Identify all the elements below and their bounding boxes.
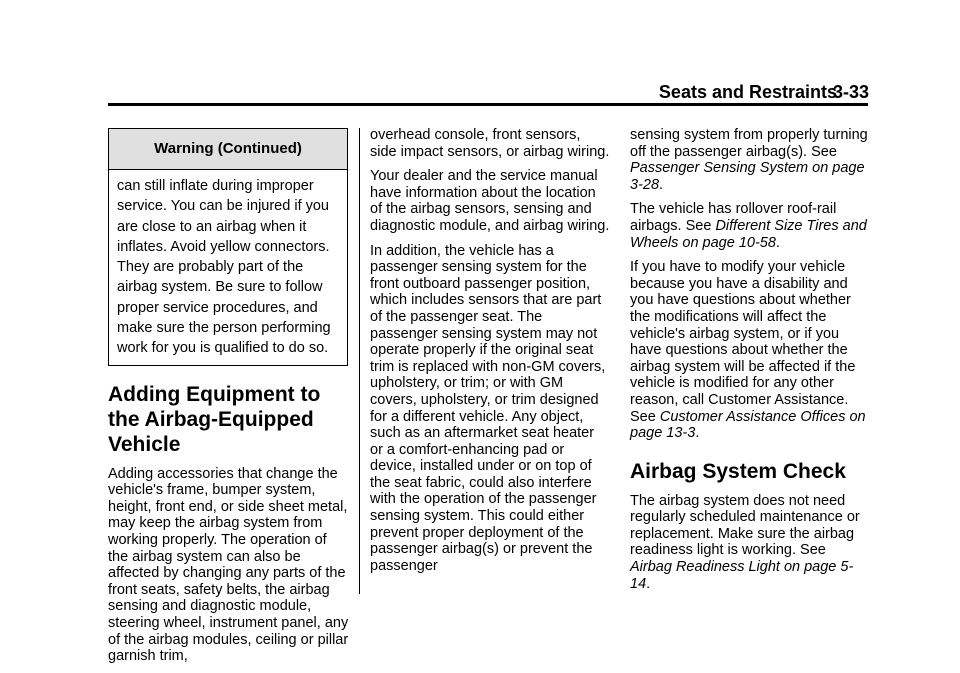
section-heading-adding-equipment: Adding Equipment to the Airbag-Equipped Vehicle — [108, 382, 321, 456]
paragraph-text: The vehicle has rollover roof-rail airbags. See — [630, 201, 837, 234]
column-divider — [359, 128, 360, 594]
page-number: 3-33 — [832, 82, 869, 102]
page-header — [0, 0, 960, 108]
paragraph — [630, 127, 870, 193]
warning-title: Warning (Continued) — [109, 129, 347, 170]
column-3 — [630, 127, 870, 600]
paragraph-text: sensing system from properly turning off the passenger airbag(s). See — [630, 127, 868, 160]
paragraph-end: . — [695, 425, 700, 442]
column-1 — [108, 128, 350, 673]
paragraph: Adding accessories that change the vehicle's frame, bumper system, height, front end, or side sheet metal, may keep the airbag system from working properly. The operation of the airbag system can also be affected by changing any parts of the front seats, safety belts, the airbag sensing and diagnostic module, steering wheel, instrument panel, any of the airbag modules, ceiling or pillar garnish trim, — [108, 465, 349, 665]
warning-box — [108, 128, 348, 366]
cross-reference-link[interactable]: Passenger Sensing System on page 3-28 — [630, 160, 865, 193]
cross-reference-link[interactable]: Airbag Readiness Light on page 5-14 — [630, 559, 854, 592]
paragraph — [630, 493, 870, 593]
paragraph-end: . — [646, 575, 651, 592]
cross-reference-link[interactable]: Different Size Tires and Wheels on page 10-58 — [630, 217, 867, 251]
header-rule — [108, 103, 868, 106]
paragraph: overhead console, front sensors, side impact sensors, or airbag wiring. — [370, 127, 610, 160]
section-heading-airbag-check: Airbag System Check — [630, 459, 846, 483]
paragraph-end: . — [775, 234, 780, 251]
paragraph: Your dealer and the service manual have information about the location of the airbag sensors, sensing and diagnostic module, and airbag wiring. — [370, 168, 610, 234]
paragraph — [630, 259, 870, 442]
running-head-title: Seats and Restraints — [658, 82, 837, 102]
cross-reference-link[interactable]: Customer Assistance Offices on page 13-3 — [630, 408, 866, 442]
paragraph-text: The airbag system does not need regularly scheduled maintenance or replacement. Make sure the airbag readiness light is working. See — [630, 492, 860, 559]
paragraph — [630, 201, 870, 251]
paragraph: In addition, the vehicle has a passenger sensing system for the front outboard passenger position, which includes sensors that are part of the passenger seat. The passenger sensing system may not operate properly if the original seat trim is replaced with non-GM covers, upholstery, or trim; or with GM covers, upholstery, or trim designed for a different vehicle. Any object, such as an aftermarket seat heater or a comfort-enhancing pad or device, installed under or on top of the seat fabric, could also interfere with the operation of the passenger sensing system. This could either prevent proper deployment of the passenger airbag(s) or prevent the passenger — [370, 242, 606, 574]
paragraph-text: If you have to modify your vehicle because you have a disability and you have questions about whether the modifications will affect the vehicle's airbag system, or if you have questions about whether the airbag system will be affected if the vehicle is modified for any other reason, call Customer Assistance. See — [630, 259, 856, 425]
warning-text: can still inflate during improper service. You can be injured if you are close to an airbag when it inflates. Avoid yellow connectors. They are probably part of the airbag system. Be sure to follow proper service procedures, and make sure the person performing work for you is qualified to do so. — [117, 178, 331, 357]
column-2 — [370, 127, 610, 582]
paragraph-end: . — [659, 176, 664, 193]
